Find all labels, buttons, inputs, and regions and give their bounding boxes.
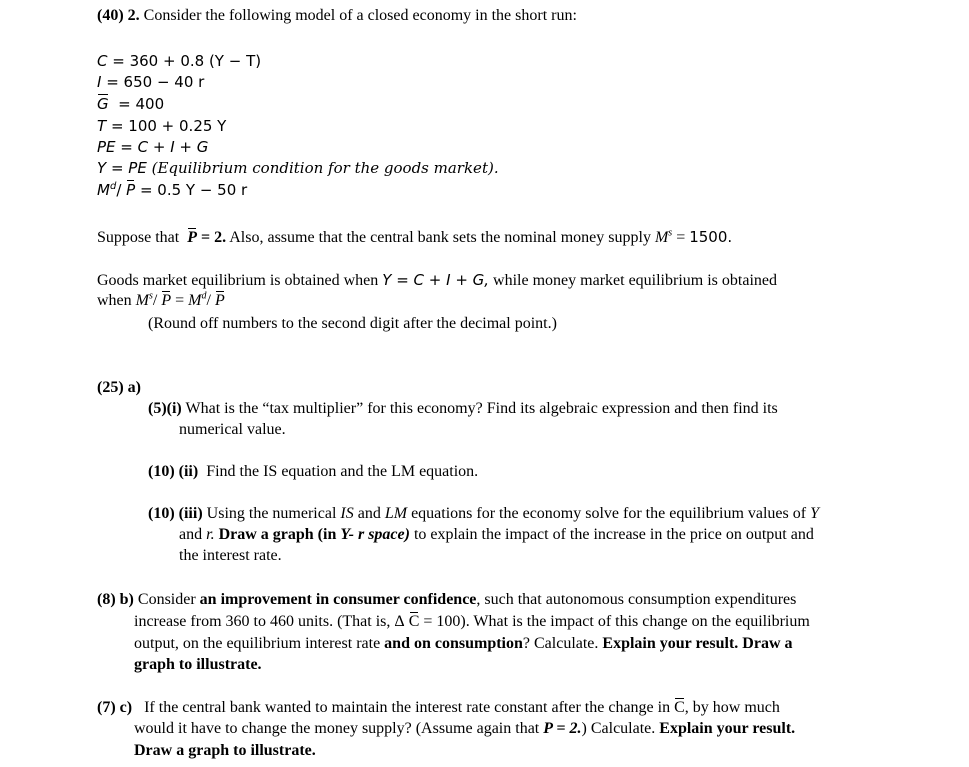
part-a-ii: (10) (ii) Find the IS equation and the LM equation. bbox=[148, 463, 479, 480]
rounding-note: (Round off numbers to the second digit after the decimal point.) bbox=[148, 315, 557, 332]
eq-goods-equilibrium: Y = PE (Equilibrium condition for the goods market). bbox=[97, 159, 499, 177]
eq-planned-expenditure: PE = C + I + G bbox=[97, 138, 209, 156]
part-a-label: (25) a) bbox=[97, 379, 141, 396]
eq-investment: I = 650 − 40 r bbox=[97, 73, 205, 91]
part-b-line-2: increase from 360 to 460 units. (That is, Δ C = 100). What is the impact of this change on the equilibrium bbox=[134, 613, 810, 630]
part-a-i-line-2: numerical value. bbox=[179, 421, 286, 438]
part-c-line-3: Draw a graph to illustrate. bbox=[134, 742, 316, 759]
question-intro: Consider the following model of a closed economy in the short run: bbox=[143, 7, 577, 24]
eq-money-demand: $M^d/$ P = 0.5 Y − 50 r bbox=[97, 181, 248, 199]
part-b-line-1: (8) b) Consider an improvement in consumer confidence, such that autonomous consumption expenditures bbox=[97, 591, 797, 608]
eq-consumption: C = 360 + 0.8 (Y − T) bbox=[97, 52, 262, 70]
part-a-iii-line-3: the interest rate. bbox=[179, 547, 282, 564]
part-c-line-2: would it have to change the money supply? (Assume again that P = 2.) Calculate. Explain your result. bbox=[134, 720, 796, 737]
eq-taxes: T = 100 + 0.25 Y bbox=[97, 117, 227, 135]
part-b-line-4: graph to illustrate. bbox=[134, 656, 262, 673]
question-points: (40) bbox=[97, 7, 124, 24]
part-a-iii-line-1: (10) (iii) Using the numerical IS and LM equations for the economy solve for the equilibrium values of Y bbox=[148, 505, 819, 522]
eq-government: G = 400 bbox=[97, 95, 165, 113]
assumption-line: Suppose that P = 2. Also, assume that the central bank sets the nominal money supply $M^s = 1500$. bbox=[97, 227, 733, 246]
equilibrium-line-1: Goods market equilibrium is obtained when Y = C + I + G, while money market equilibrium is obtained bbox=[97, 271, 777, 289]
question-number: 2. bbox=[127, 7, 140, 24]
part-c-line-1: (7) c) If the central bank wanted to maintain the interest rate constant after the change in C, by how much bbox=[97, 699, 780, 716]
question-header bbox=[97, 6, 577, 26]
part-a-i-line-1: (5)(i) What is the “tax multiplier” for this economy? Find its algebraic expression and then find its bbox=[148, 400, 778, 417]
part-b-line-3: output, on the equilibrium interest rate and on consumption? Calculate. Explain your result. Draw a bbox=[134, 635, 793, 652]
part-a-iii-line-2: and r. Draw a graph (in Y- r space) to explain the impact of the increase in the price on output and bbox=[179, 526, 814, 543]
equilibrium-line-2: when $M^s/$ $P = M^d/$ P bbox=[97, 290, 225, 309]
